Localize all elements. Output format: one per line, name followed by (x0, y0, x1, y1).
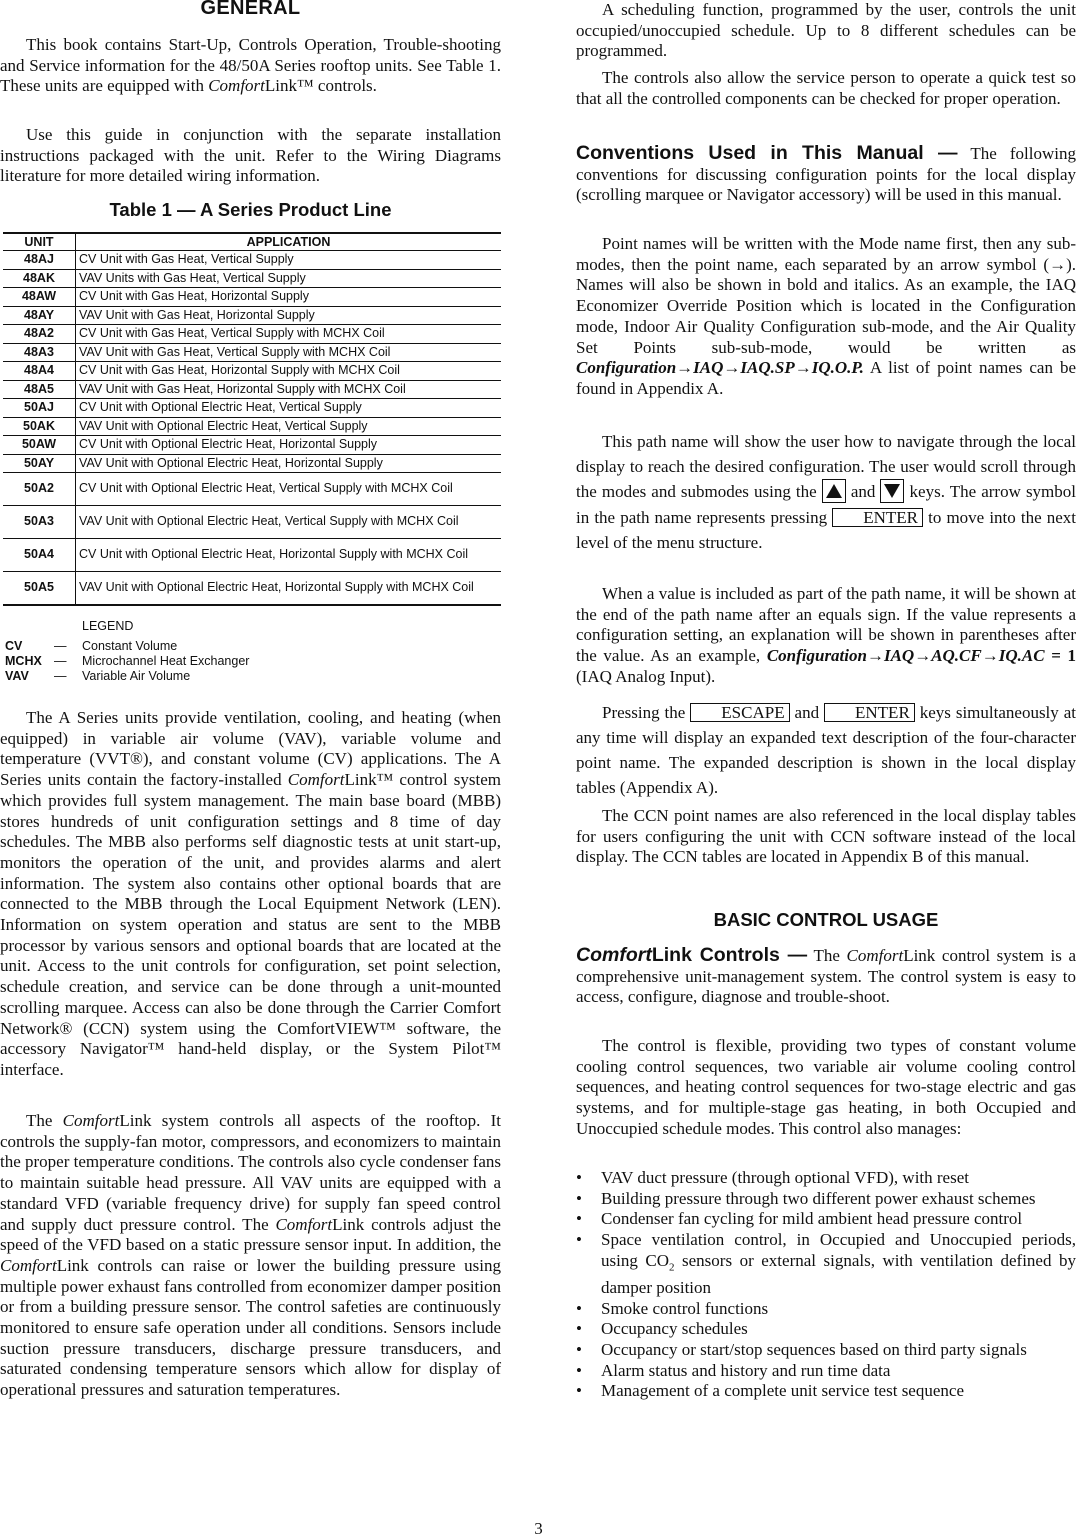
table-row (3, 572, 501, 606)
escape-key: ESCAPE (690, 703, 789, 722)
point-names-paragraph: Point names will be written with the Mode name first, then any sub-modes, then the point name, each separated by an arrow symbol (→). Names will also be shown in bold and italics. As an example, the IAQ Economizer Override Position which is located in the Configuration mode, Indoor Air Quality Configuration sub-mode, and the Air Quality Set Points sub-sub-mode, would be written as Configuration→IAQ→IAQ.SP→IQ.O.P. A list of point names can be found in Appendix A. (576, 234, 1076, 398)
table-row (3, 539, 501, 572)
cell-unit: 48A5 (3, 380, 76, 399)
cell-application: VAV Unit with Optional Electric Heat, Horizontal Supply (76, 454, 502, 473)
cell-application: CV Unit with Gas Heat, Horizontal Supply (76, 288, 502, 307)
table-row (3, 436, 501, 455)
cell-unit: 50A5 (3, 572, 76, 606)
cell-application: VAV Units with Gas Heat, Vertical Supply (76, 269, 502, 288)
table-row (3, 417, 501, 436)
legend-dash: — (54, 654, 67, 668)
ccn-paragraph: The CCN point names are also referenced in the local display tables for users configuring the unit with CCN software instead of the local display. The CCN tables are located in Appendix B of this manual. (576, 806, 1076, 867)
cell-application: CV Unit with Optional Electric Heat, Horizontal Supply (76, 436, 502, 455)
table-row (3, 306, 501, 325)
cell-unit: 48AY (3, 306, 76, 325)
section-heading-general: GENERAL (200, 0, 301, 19)
section-heading-basic-control: BASIC CONTROL USAGE (713, 909, 939, 930)
comfortlink-controls-paragraph: ComfortLink Controls — The ComfortLink control system is a comprehensive unit-management system. The control system is easy to access, configure, diagnose and trouble-shoot. (576, 944, 1077, 1007)
cell-unit: 48AJ (3, 251, 76, 270)
list-item: • Alarm status and history and run time data (576, 1361, 1076, 1382)
cell-unit: 48AW (3, 288, 76, 307)
legend-title: LEGEND (82, 619, 134, 633)
table-row (3, 399, 501, 418)
manages-list (576, 1168, 1076, 1402)
cell-unit: 48A4 (3, 362, 76, 381)
scheduling-paragraph: A scheduling function, programmed by the user, controls the unit occupied/unoccupied schedule. Up to 8 different schedules can be programmed. (576, 0, 1076, 61)
cell-application: CV Unit with Gas Heat, Horizontal Supply with MCHX Coil (76, 362, 502, 381)
legend-text: Variable Air Volume (82, 669, 191, 683)
list-item: • Condenser fan cycling for mild ambient head pressure control (576, 1209, 1076, 1230)
cell-application: CV Unit with Optional Electric Heat, Vertical Supply (76, 399, 502, 418)
list-item: • Building pressure through two different power exhaust schemes (576, 1189, 1076, 1210)
col-header-application: APPLICATION (76, 233, 502, 251)
cell-unit: 50AK (3, 417, 76, 436)
cell-application: VAV Unit with Optional Electric Heat, Vertical Supply with MCHX Coil (76, 506, 502, 539)
cell-application: CV Unit with Gas Heat, Vertical Supply with MCHX Coil (76, 325, 502, 344)
cell-unit: 48A2 (3, 325, 76, 344)
table-row (3, 251, 501, 270)
example-path-iqac: Configuration→IAQ→AQ.CF→IQ.AC (766, 646, 1045, 666)
conventions-paragraph: Conventions Used in This Manual — The following conventions for discussing configuration points for the local display (scrolling marquee or Navigator accessory) will be used in this manual. (576, 142, 1077, 205)
enter-key: ENTER (824, 703, 915, 722)
comfortlink-controls-heading: ComfortLink Controls — (576, 944, 808, 966)
table-row (3, 269, 501, 288)
table-row (3, 454, 501, 473)
list-item: • VAV duct pressure (through optional VFD), with reset (576, 1168, 1076, 1189)
cell-application: VAV Unit with Optional Electric Heat, Vertical Supply (76, 417, 502, 436)
intro-paragraph-1: This book contains Start-Up, Controls Operation, Trouble-shooting and Service information for the 48/50A Series rooftop units. See Table 1. These units are equipped with ComfortLink™ controls. (0, 35, 501, 96)
cell-unit: 50AW (3, 436, 76, 455)
legend-abbr: MCHX (5, 654, 42, 668)
cell-unit: 50AY (3, 454, 76, 473)
escape-enter-paragraph: Pressing the ESCAPE and ENTER keys simultaneously at any time will display an expanded text description of the four-character point name. The expanded description is shown in the local display tables (Appendix A). (576, 703, 1076, 797)
list-item: • Smoke control functions (576, 1299, 1076, 1320)
down-arrow-key-icon (880, 479, 904, 503)
product-line-table (3, 232, 501, 606)
quick-test-paragraph: The controls also allow the service person to operate a quick test so that all the controlled components can be checked for proper operation. (576, 68, 1076, 108)
cell-unit: 50A3 (3, 506, 76, 539)
table-body (3, 251, 501, 606)
body-paragraph-comfortlink-system: The ComfortLink system controls all aspects of the rooftop. It controls the supply-fan motor, compressors, and economizers to maintain the proper temperature conditions. The controls also cycle condenser fans to maintain suitable head pressure. All VAV units are equipped with a standard VFD (variable frequency drive) for supply fan speed control and supply duct pressure control. The ComfortLink controls adjust the speed of the VFD based on a static pressure sensor input. In addition, the ComfortLink controls can raise or lower the building pressure using multiple power exhaust fans controlled from economizer damper position or from a building pressure sensor. The control safeties are continuously monitored to ensure safe operation under all conditions. Sensors include suction pressure transducers, discharge pressure transducers, and saturated condensing temperature sensors which allow for display of operational pressures and saturation temperatures. (0, 1111, 502, 1400)
cell-application: VAV Unit with Gas Heat, Horizontal Supply with MCHX Coil (76, 380, 502, 399)
cell-unit: 50A2 (3, 473, 76, 506)
list-item: • Management of a complete unit service test sequence (576, 1381, 1076, 1402)
legend-dash: — (54, 669, 67, 683)
list-item: • Occupancy or start/stop sequences based on third party signals (576, 1340, 1076, 1361)
cell-application: VAV Unit with Optional Electric Heat, Horizontal Supply with MCHX Coil (76, 572, 502, 606)
legend-dash: — (54, 639, 67, 653)
page-number: 3 (534, 1519, 543, 1538)
legend-text: Microchannel Heat Exchanger (82, 654, 250, 668)
list-item: • Space ventilation control, in Occupied and Unoccupied periods, using $CO_2$ sensors or external signals, with ventilation defined by damper position (576, 1230, 1076, 1299)
cell-unit: 48AK (3, 269, 76, 288)
legend-abbr: VAV (5, 669, 29, 683)
cell-application: CV Unit with Optional Electric Heat, Vertical Supply with MCHX Coil (76, 473, 502, 506)
table-row (3, 473, 501, 506)
cell-application: CV Unit with Gas Heat, Vertical Supply (76, 251, 502, 270)
intro-paragraph-2: Use this guide in conjunction with the separate installation instructions packaged with the unit. Refer to the Wiring Diagrams literature for more detailed wiring information. (0, 125, 501, 186)
table-header-row (3, 233, 501, 251)
table-row (3, 506, 501, 539)
cell-application: VAV Unit with Gas Heat, Vertical Supply with MCHX Coil (76, 343, 502, 362)
control-flexible-paragraph: The control is flexible, providing two types of constant volume cooling control sequences, two variable air volume cooling control sequences, and heating control sequences for two-stage electric and gas systems, and for multiple-stage gas heating, in both Occupied and Unoccupied schedule modes. This control also manages: (576, 1036, 1076, 1138)
legend-text: Constant Volume (82, 639, 178, 653)
col-header-unit: UNIT (3, 233, 76, 251)
table-row (3, 325, 501, 344)
cell-unit: 50A4 (3, 539, 76, 572)
cell-application: CV Unit with Optional Electric Heat, Horizontal Supply with MCHX Coil (76, 539, 502, 572)
table-row (3, 362, 501, 381)
legend-abbr: CV (5, 639, 23, 653)
cell-unit: 50AJ (3, 399, 76, 418)
cell-unit: 48A3 (3, 343, 76, 362)
table-row (3, 380, 501, 399)
table-row (3, 288, 501, 307)
example-path-iaq: Configuration→IAQ→IAQ.SP→IQ.O.P. (576, 358, 864, 378)
list-item: • Occupancy schedules (576, 1319, 1076, 1340)
conventions-heading: Conventions Used in This Manual — (576, 142, 958, 164)
cell-application: VAV Unit with Gas Heat, Horizontal Supply (76, 306, 502, 325)
table-title: Table 1 — A Series Product Line (109, 199, 392, 220)
up-arrow-key-icon (822, 479, 846, 503)
navigation-paragraph: This path name will show the user how to navigate through the local display to reach the desired configuration. The user would scroll through the modes and submodes using the and keys. The arrow symbol in the path name represents pressing ENTER to move into the next level of the menu structure. (576, 432, 1077, 553)
body-paragraph-a-series: The A Series units provide ventilation, cooling, and heating (when equipped) in variable air volume (VAV), variable volume and temperature (VVT®), and constant volume (CV) applications. The A Series units contain the factory-installed ComfortLink™ control system which provides full system management. The main base board (MBB) stores hundreds of unit configuration settings and 8 time of day schedules. The MBB also performs self diagnostic tests at unit start-up, monitors the operation of the unit, and provides alarms and alert information. The system also contains other optional boards that are connected to the MBB through the Local Equipment Network (LEN). Information on system operation and status are sent to the MBB processor by various sensors and optional boards that are located at the unit. Access to the unit controls for configuration, set point selection, schedule creation, and service can be done through a unit-mounted scrolling marquee. Access can also be done through the Carrier Comfort Network® (CCN) system using the ComfortVIEW™ software, the accessory Navigator™ hand-held display, or the System Pilot™ interface. (0, 708, 501, 1079)
table-row (3, 343, 501, 362)
enter-key: ENTER (832, 508, 923, 527)
value-paragraph: When a value is included as part of the path name, it will be shown at the end of the path name after an equals sign. If the value represents a configuration setting, an explanation will be shown in parentheses after the value. As an example, Configuration→IAQ→AQ.CF→IQ.AC = 1 (IAQ Analog Input). (576, 584, 1077, 686)
